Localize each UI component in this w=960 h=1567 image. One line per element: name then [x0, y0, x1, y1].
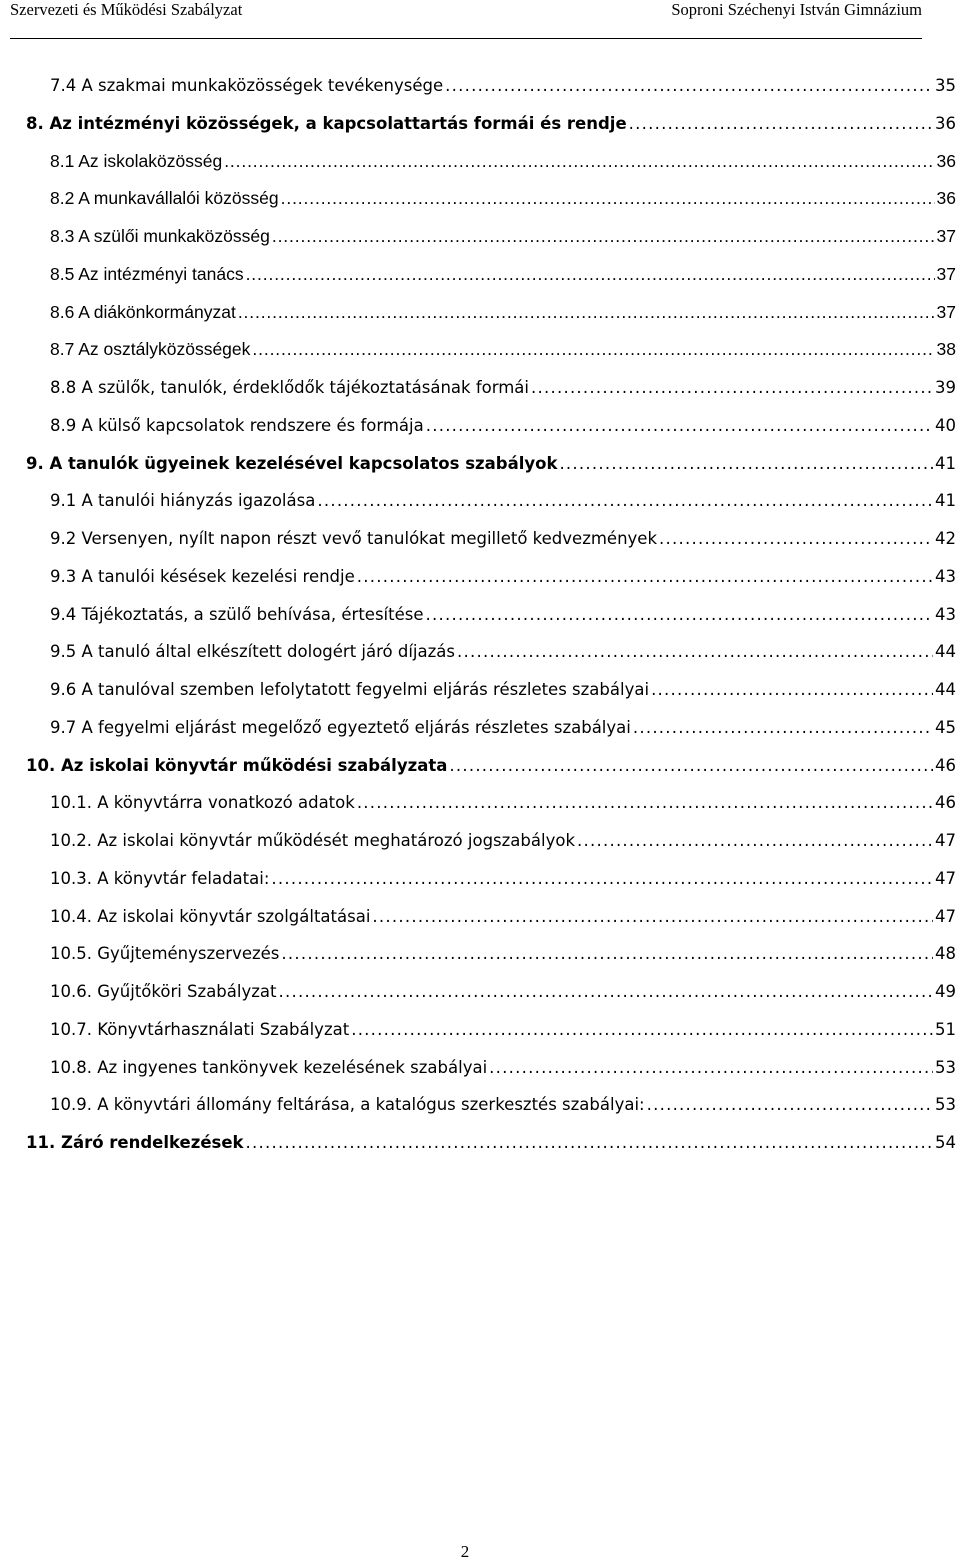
toc-leader-dots [357, 558, 933, 596]
toc-entry-label: 10.5. Gyűjteményszervezés [50, 944, 280, 964]
toc-entry-page: 49 [935, 982, 956, 1001]
toc-entry-page: 46 [935, 793, 956, 813]
toc-entry[interactable] [26, 822, 956, 860]
toc-entry-label: 8.7 Az osztályközösségek [50, 339, 251, 360]
toc-entry-page: 43 [935, 566, 956, 586]
toc-entry-label: 9. A tanulók ügyeinek kezelésével kapcsolatos szabályok [26, 453, 558, 473]
toc-entry-page: 45 [935, 717, 956, 737]
toc-entry-label: 10.8. Az ingyenes tankönyvek kezelésének szabályai [50, 1057, 488, 1077]
toc-entry-label: 9.2 Versenyen, nyílt napon részt vevő tanulókat megillető kedvezmények [50, 529, 658, 548]
toc-entry-page: 53 [935, 1057, 956, 1077]
toc-entry-label: 8.8 A szülők, tanulók, érdeklődők tájékoztatásának formái [50, 378, 529, 397]
toc-entry-label: 9.3 A tanulói késések kezelési rendje [50, 566, 355, 586]
toc-leader-dots [629, 105, 933, 143]
toc-entry[interactable] [26, 105, 956, 143]
toc-entry[interactable] [26, 784, 956, 822]
toc-entry-label: 9.1 A tanulói hiányzás igazolása [50, 491, 316, 511]
toc-leader-dots [281, 935, 933, 973]
toc-leader-dots [633, 709, 933, 747]
toc-entry-page: 46 [935, 755, 956, 775]
toc-entry[interactable] [26, 596, 956, 634]
toc-entry-page: 35 [935, 76, 956, 95]
toc-entry-page: 47 [935, 906, 956, 926]
toc-entry-label: 9.6 A tanulóval szemben lefolytatott fegyelmi eljárás részletes szabályai [50, 680, 650, 699]
toc-leader-dots [351, 1011, 933, 1049]
toc-entry-page: 38 [936, 339, 956, 360]
toc-entry-label: 8.9 A külső kapcsolatok rendszere és formája [50, 415, 424, 435]
toc-entry[interactable] [26, 256, 956, 294]
toc-leader-dots [238, 294, 935, 332]
toc-entry[interactable] [26, 633, 956, 671]
toc-entry-label: 9.7 A fegyelmi eljárást megelőző egyeztető eljárás részletes szabályai [50, 717, 631, 737]
toc-entry-page: 36 [936, 188, 956, 209]
toc-leader-dots [426, 596, 934, 634]
toc-entry-page: 42 [935, 529, 956, 548]
toc-entry-page: 39 [935, 378, 956, 397]
toc-entry-label: 10.9. A könyvtári állomány feltárása, a katalógus szerkesztés szabályai: [50, 1095, 645, 1115]
toc-entry-label: 9.4 Tájékoztatás, a szülő behívása, értesítése [50, 604, 424, 624]
toc-leader-dots [457, 633, 933, 671]
toc-entry-page: 41 [935, 491, 956, 511]
toc-leader-dots [647, 1086, 933, 1124]
toc-leader-dots [224, 143, 934, 181]
toc-entry-page: 44 [935, 642, 956, 662]
toc-entry-page: 43 [935, 604, 956, 624]
toc-entry[interactable] [26, 369, 956, 407]
header-school-name: Soproni Széchenyi István Gimnázium [671, 0, 922, 19]
toc-entry-page: 54 [935, 1133, 956, 1152]
toc-entry-page: 44 [935, 680, 956, 699]
toc-leader-dots [281, 180, 935, 218]
toc-entry[interactable] [26, 671, 956, 709]
toc-entry-page: 47 [935, 831, 956, 850]
toc-leader-dots [317, 482, 933, 520]
toc-entry[interactable] [26, 1011, 956, 1049]
toc-entry-label: 7.4 A szakmai munkaközösségek tevékenysége [50, 76, 444, 95]
toc-leader-dots [246, 1124, 933, 1162]
toc-entry-page: 53 [935, 1095, 956, 1115]
toc-entry[interactable] [26, 1049, 956, 1087]
toc-entry-page: 40 [935, 415, 956, 435]
toc-entry-page: 36 [936, 150, 956, 171]
toc-entry[interactable] [26, 860, 956, 898]
toc-entry-label: 10.6. Gyűjtőköri Szabályzat [50, 982, 277, 1001]
toc-entry[interactable] [26, 294, 956, 332]
toc-entry[interactable] [26, 898, 956, 936]
toc-entry[interactable] [26, 709, 956, 747]
toc-entry-page: 36 [935, 113, 956, 133]
toc-entry[interactable] [26, 67, 956, 105]
toc-entry-page: 51 [935, 1019, 956, 1039]
toc-entry-label: 10.1. A könyvtárra vonatkozó adatok [50, 793, 355, 813]
toc-leader-dots [659, 520, 933, 558]
toc-entry-label: 8. Az intézményi közösségek, a kapcsolattartás formái és rendje [26, 113, 627, 133]
toc-leader-dots [559, 445, 933, 483]
toc-leader-dots [246, 256, 935, 294]
toc-entry-page: 37 [936, 226, 956, 246]
page-number: 2 [460, 1542, 470, 1561]
toc-leader-dots [271, 860, 933, 898]
toc-entry[interactable] [26, 218, 956, 256]
toc-entry[interactable] [26, 1124, 956, 1162]
toc-leader-dots [531, 369, 933, 407]
toc-entry-label: 10.4. Az iskolai könyvtár szolgáltatásai [50, 906, 371, 926]
toc-leader-dots [372, 898, 933, 936]
toc-leader-dots [426, 407, 933, 445]
toc-leader-dots [272, 218, 935, 256]
toc-entry-label: 10.7. Könyvtárhasználati Szabályzat [50, 1019, 350, 1039]
toc-entry[interactable] [26, 407, 956, 445]
toc-entry-page: 48 [935, 944, 956, 964]
toc-entry-label: 10. Az iskolai könyvtár működési szabályzata [26, 755, 448, 775]
toc-entry-label: 10.2. Az iskolai könyvtár működését meghatározó jogszabályok [50, 831, 575, 850]
toc-entry-page: 41 [935, 453, 956, 473]
toc-entry[interactable] [26, 973, 956, 1011]
toc-entry[interactable] [26, 747, 956, 785]
toc-entry[interactable] [26, 935, 956, 973]
toc-entry[interactable] [26, 482, 956, 520]
toc-entry-page: 47 [935, 868, 956, 888]
toc-entry-label: 8.5 Az intézményi tanács [50, 263, 244, 284]
toc-leader-dots [449, 747, 933, 785]
toc-entry-label: 8.6 A diákönkormányzat [50, 301, 236, 322]
toc-entry[interactable] [26, 520, 956, 558]
toc-entry-label: 11. Záró rendelkezések [26, 1133, 244, 1152]
toc-leader-dots [489, 1049, 933, 1087]
toc-entry-label: 9.5 A tanuló által elkészített dologért járó díjazás [50, 642, 455, 662]
toc-entry-label: 8.2 A munkavállalói közösség [50, 188, 279, 209]
toc-entry-label: 8.1 Az iskolaközösség [50, 150, 223, 171]
toc-leader-dots [577, 822, 933, 860]
toc-entry-label: 8.3 A szülői munkaközösség [50, 226, 270, 246]
page-header [10, 0, 922, 39]
toc-entry[interactable] [26, 558, 956, 596]
toc-leader-dots [252, 331, 934, 369]
toc-entry[interactable] [26, 1086, 956, 1124]
toc-entry[interactable] [26, 445, 956, 483]
table-of-contents [26, 67, 956, 1162]
toc-leader-dots [278, 973, 933, 1011]
toc-entry-page: 37 [936, 263, 956, 284]
toc-entry[interactable] [26, 180, 956, 218]
toc-leader-dots [357, 784, 933, 822]
toc-entry-page: 37 [936, 301, 956, 322]
header-document-title: Szervezeti és Működési Szabályzat [10, 0, 243, 19]
toc-leader-dots [651, 671, 933, 709]
toc-entry-label: 10.3. A könyvtár feladatai: [50, 868, 270, 888]
toc-leader-dots [445, 67, 933, 105]
toc-entry[interactable] [26, 331, 956, 369]
toc-entry[interactable] [26, 143, 956, 181]
